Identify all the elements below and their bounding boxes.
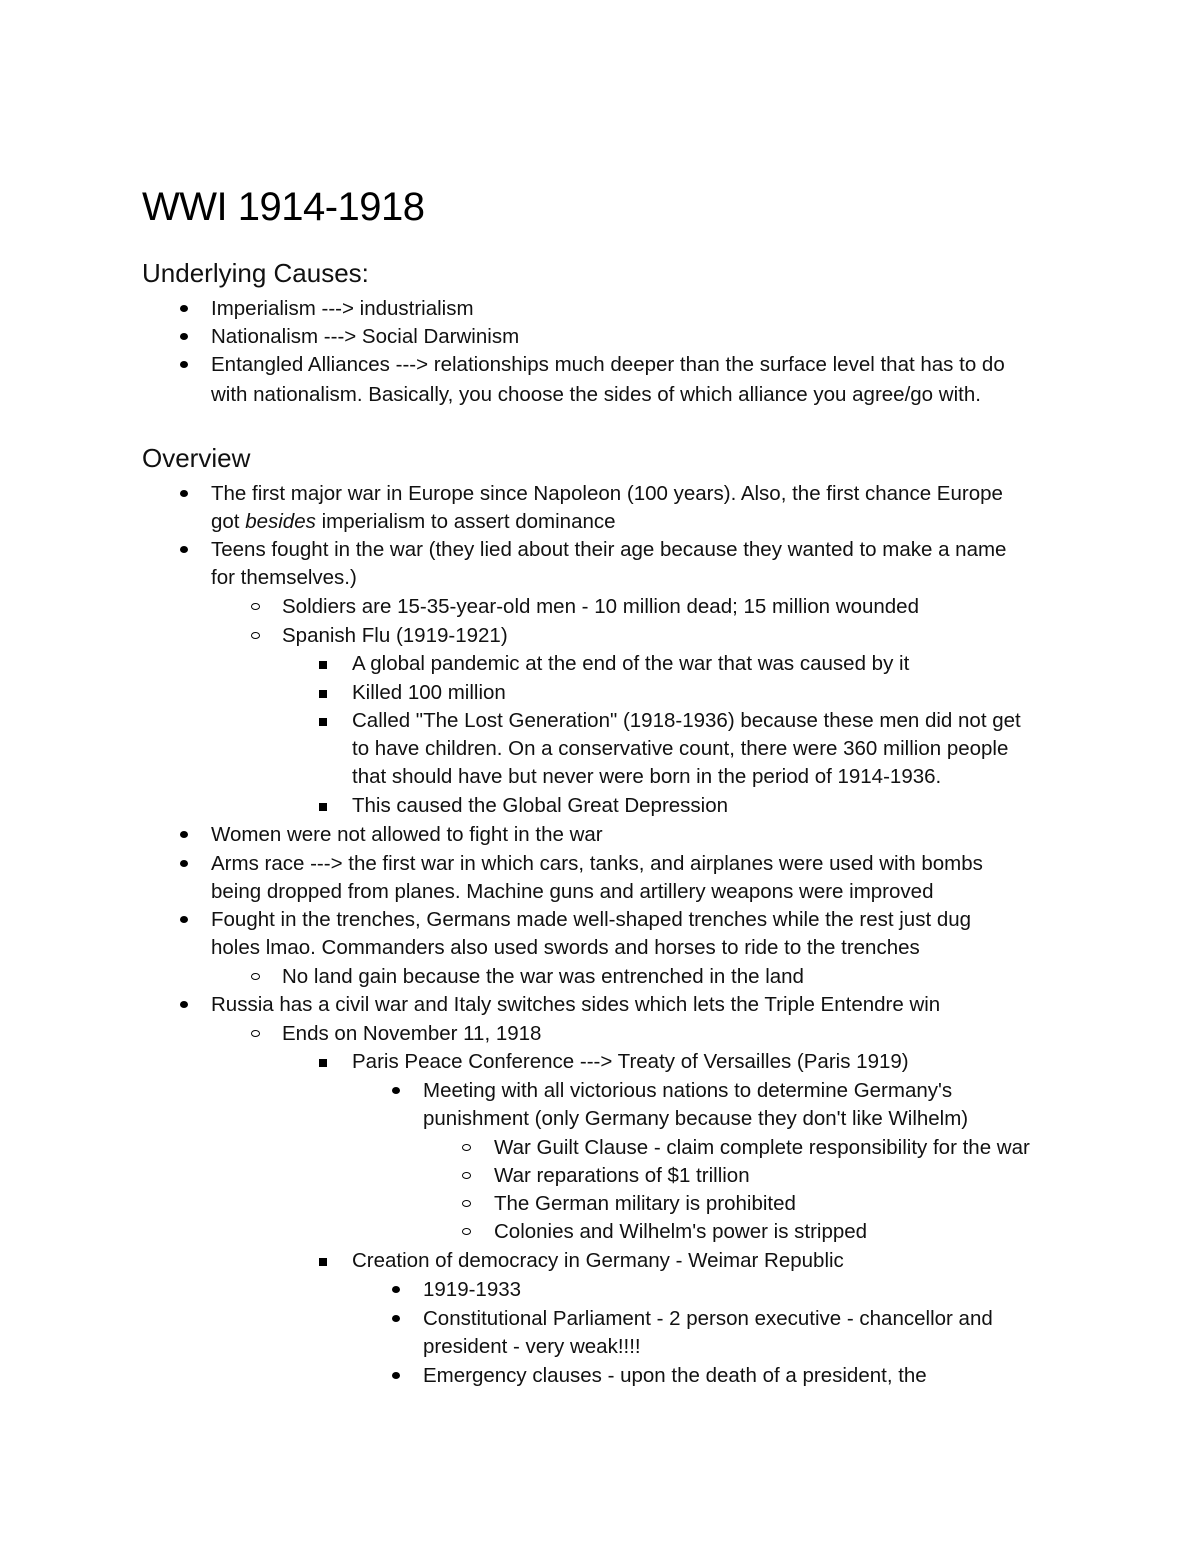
list-item: Arms race ---> the first war in which cars, tanks, and airplanes were used with bombs (211, 852, 983, 875)
list-item-continued: holes lmao. Commanders also used swords and horses to ride to the trenches (211, 936, 920, 959)
document-title: WWI 1914-1918 (142, 185, 425, 229)
list-item: Creation of democracy in Germany - Weimar Republic (352, 1249, 844, 1272)
circle-bullet-icon (459, 1162, 479, 1190)
bullet-icon (388, 1077, 408, 1105)
list-item: Entangled Alliances ---> relationships much deeper than the surface level that has to do (211, 353, 1005, 376)
causes-heading: Underlying Causes: (142, 258, 369, 288)
list-item: Imperialism ---> industrialism (211, 297, 474, 320)
list-item-continued: that should have but never were born in the period of 1914-1936. (352, 765, 942, 788)
list-item: No land gain because the war was entrenched in the land (282, 965, 804, 988)
overview-heading: Overview (142, 443, 251, 473)
square-bullet-icon (316, 792, 336, 820)
circle-bullet-icon (248, 1020, 268, 1048)
bullet-icon (388, 1276, 408, 1304)
list-item: War reparations of $1 trillion (494, 1164, 750, 1187)
list-item-continued: punishment (only Germany because they don't like Wilhelm) (423, 1107, 969, 1130)
list-item-continued: got besides imperialism to assert dominance (211, 510, 616, 533)
list-item: A global pandemic at the end of the war that was caused by it (352, 652, 910, 675)
list-item: Colonies and Wilhelm's power is stripped (494, 1220, 868, 1243)
square-bullet-icon (316, 707, 336, 735)
list-item: Killed 100 million (352, 681, 506, 704)
bullet-icon (176, 295, 196, 323)
circle-bullet-icon (248, 593, 268, 621)
list-item-continued: for themselves.) (211, 566, 357, 589)
square-bullet-icon (316, 1048, 336, 1076)
circle-bullet-icon (459, 1190, 479, 1218)
list-item: This caused the Global Great Depression (352, 794, 729, 817)
list-item: Spanish Flu (1919-1921) (282, 624, 508, 647)
list-item: Teens fought in the war (they lied about their age because they wanted to make a name (211, 538, 1007, 561)
list-item: Fought in the trenches, Germans made well-shaped trenches while the rest just dug (211, 908, 972, 931)
list-item-continued: being dropped from planes. Machine guns and artillery weapons were improved (211, 880, 934, 903)
list-item: 1919-1933 (423, 1278, 522, 1301)
list-item-continued: president - very weak!!!! (423, 1335, 641, 1358)
square-bullet-icon (316, 1247, 336, 1275)
bullet-icon (176, 323, 196, 351)
list-item: Paris Peace Conference ---> Treaty of Versailles (Paris 1919) (352, 1050, 909, 1073)
bullet-icon (176, 536, 196, 564)
circle-bullet-icon (459, 1218, 479, 1246)
list-item: Constitutional Parliament - 2 person executive - chancellor and (423, 1307, 993, 1330)
list-item: War Guilt Clause - claim complete responsibility for the war (494, 1136, 1030, 1159)
list-item: Meeting with all victorious nations to determine Germany's (423, 1079, 953, 1102)
circle-bullet-icon (248, 963, 268, 991)
list-item: The first major war in Europe since Napoleon (100 years). Also, the first chance Europe (211, 482, 1003, 505)
list-item: Russia has a civil war and Italy switches sides which lets the Triple Entendre win (211, 993, 941, 1016)
circle-bullet-icon (459, 1134, 479, 1162)
list-item: Nationalism ---> Social Darwinism (211, 325, 520, 348)
circle-bullet-icon (248, 622, 268, 650)
list-item: Called "The Lost Generation" (1918-1936) because these men did not get (352, 709, 1021, 732)
square-bullet-icon (316, 679, 336, 707)
emphasis-text: besides (245, 510, 316, 533)
list-item-continued: with nationalism. Basically, you choose the sides of which alliance you agree/go with. (211, 383, 981, 406)
list-item: Emergency clauses - upon the death of a president, the (423, 1364, 927, 1387)
bullet-icon (388, 1362, 408, 1390)
bullet-icon (388, 1305, 408, 1333)
list-item: Soldiers are 15-35-year-old men - 10 million dead; 15 million wounded (282, 595, 919, 618)
bullet-icon (176, 906, 196, 934)
bullet-icon (176, 991, 196, 1019)
square-bullet-icon (316, 650, 336, 678)
bullet-icon (176, 351, 196, 379)
list-item: Women were not allowed to fight in the war (211, 823, 603, 846)
bullet-icon (176, 850, 196, 878)
list-item-continued: to have children. On a conservative count, there were 360 million people (352, 737, 1009, 760)
bullet-icon (176, 480, 196, 508)
list-item: Ends on November 11, 1918 (282, 1022, 542, 1045)
bullet-icon (176, 821, 196, 849)
list-item: The German military is prohibited (494, 1192, 796, 1215)
